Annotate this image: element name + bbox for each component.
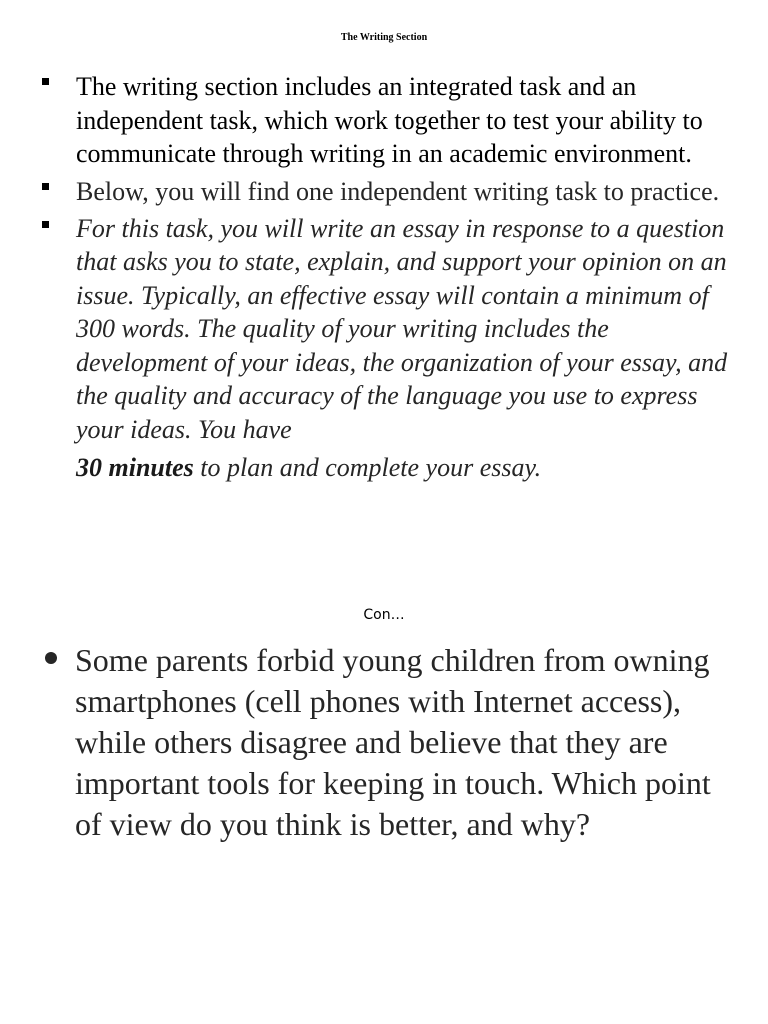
square-bullet-icon — [42, 221, 49, 228]
task-tail: to plan and complete your essay. — [193, 452, 542, 482]
bullet-text: Below, you will find one independent writing task to practice. — [76, 176, 720, 206]
list-item — [0, 212, 768, 484]
list-item — [0, 640, 768, 845]
essay-prompt: Some parents forbid young children from owning smartphones (cell phones with Internet access), while others disagree and believe that they are important tools for keeping in touch. Which point of view do you think is better, and why? — [75, 642, 711, 842]
page-title: The Writing Section — [340, 32, 428, 43]
task-description: For this task, you will write an essay in response to a question that asks you to state, explain, and support your opinion on an issue. Typically, an effective essay will contain a minimum of 300 words. The quality of your writing includes the development of your ideas, the organization of your essay, and the quality and accuracy of the language you use to express your ideas. You have — [76, 213, 728, 445]
bullet-list — [0, 70, 768, 484]
time-limit-line — [76, 451, 728, 484]
list-item — [0, 70, 768, 171]
section-title: Con… — [363, 607, 405, 623]
prompt-list — [0, 640, 768, 845]
bullet-text: The writing section includes an integrated task and an independent task, which work together to test your ability to communicate through writing in an academic environment. — [76, 72, 703, 168]
square-bullet-icon — [42, 78, 49, 85]
list-item — [0, 175, 768, 208]
round-bullet-icon — [45, 652, 57, 664]
square-bullet-icon — [42, 183, 49, 190]
time-limit: 30 minutes — [76, 452, 194, 482]
